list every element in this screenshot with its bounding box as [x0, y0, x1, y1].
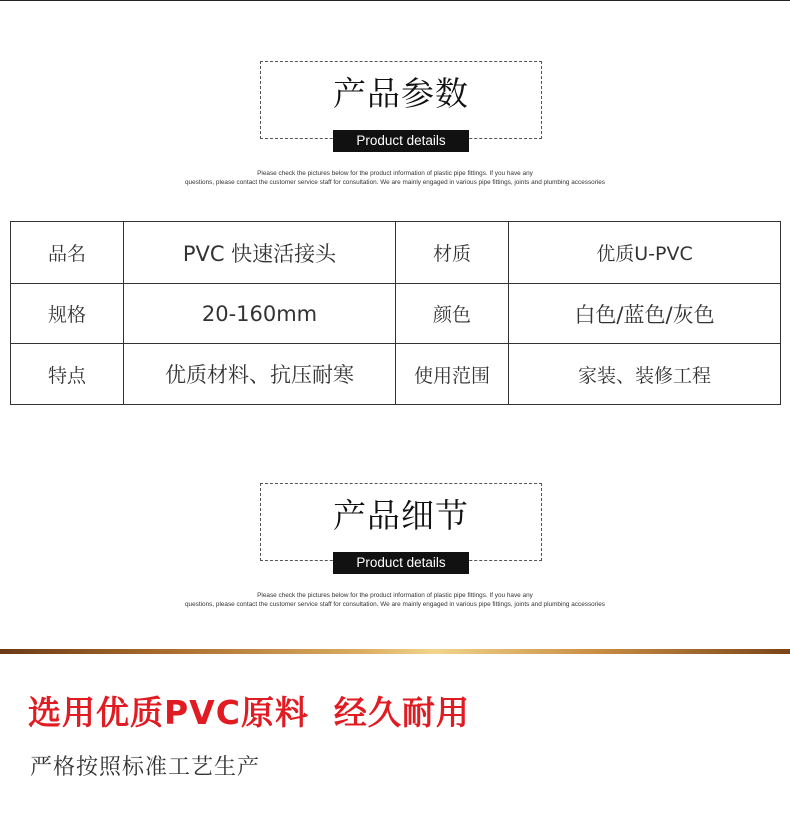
spec-table	[10, 221, 781, 405]
table-cell: PVC 快速活接头	[124, 222, 396, 284]
table-cell: 使用范围	[396, 344, 509, 405]
section-tag: Product details	[333, 130, 469, 152]
table-row	[11, 222, 781, 284]
section-subtitle-line: Please check the pictures below for the product information of plastic pipe fittings. If you have any	[257, 170, 533, 177]
table-cell: 家装、装修工程	[509, 344, 781, 405]
section-subtitle	[0, 169, 790, 187]
table-cell: 优质材料、抗压耐寒	[124, 344, 396, 405]
gold-divider	[0, 649, 790, 654]
table-row	[11, 284, 781, 344]
section-subtitle	[0, 591, 790, 609]
section-subtitle-line: Please check the pictures below for the product information of plastic pipe fittings. If you have any	[257, 592, 533, 599]
promo-title: 选用优质PVC原料 经久耐用	[28, 693, 470, 732]
section-title: 产品参数	[333, 74, 469, 113]
section-title: 产品细节	[333, 496, 469, 535]
top-divider	[0, 0, 790, 1]
table-cell: 20-160mm	[124, 284, 396, 344]
section-tag: Product details	[333, 552, 469, 574]
promo-subtitle: 严格按照标准工艺生产	[30, 755, 261, 780]
table-cell: 颜色	[396, 284, 509, 344]
section-heading-box	[260, 483, 542, 570]
table-cell: 品名	[11, 222, 124, 284]
table-cell: 优质U-PVC	[509, 222, 781, 284]
table-cell: 特点	[11, 344, 124, 405]
section-subtitle-line: questions, please contact the customer service staff for consultation. We are mainly engaged in various pipe fittings, joints and plumbing accessories	[185, 179, 605, 186]
section-subtitle-line: questions, please contact the customer service staff for consultation. We are mainly engaged in various pipe fittings, joints and plumbing accessories	[185, 601, 605, 608]
table-cell: 材质	[396, 222, 509, 284]
section-heading-box	[260, 61, 542, 148]
table-cell: 规格	[11, 284, 124, 344]
table-cell: 白色/蓝色/灰色	[509, 284, 781, 344]
table-row	[11, 344, 781, 405]
